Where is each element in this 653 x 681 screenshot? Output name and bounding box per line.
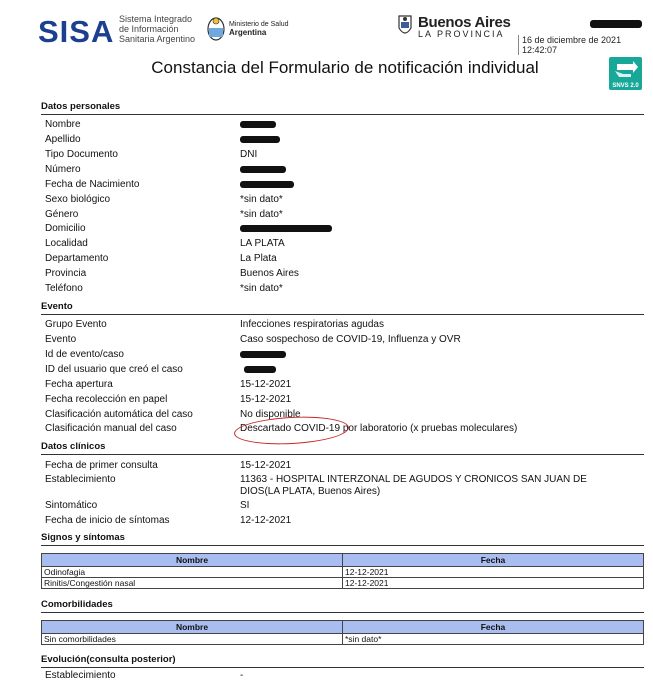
label-domicilio: Domicilio [45, 223, 86, 234]
ministerio-label [229, 21, 289, 37]
redacted-domicilio [240, 225, 332, 232]
value-sexo: *sin dato* [240, 194, 283, 205]
section-datos-personales: Datos personales [41, 101, 644, 115]
label-genero: Género [45, 209, 79, 220]
buenos-aires-subtitle: LA PROVINCIA [418, 29, 505, 39]
label-clasificacion-automatica: Clasificación automática del caso [45, 409, 193, 420]
cell-nombre: Sin comorbilidades [42, 634, 343, 645]
argentina-shield-icon [206, 15, 226, 41]
redacted-nombre [240, 121, 276, 128]
cell-fecha: *sin dato* [343, 634, 644, 645]
label-tipo-documento: Tipo Documento [45, 149, 118, 160]
ministerio-line1: Ministerio de Salud [229, 21, 289, 28]
cell-fecha: 12-12-2021 [343, 578, 644, 589]
comorbilidades-table [41, 620, 644, 645]
ministerio-line2: Argentina [229, 28, 267, 37]
label-evento: Evento [45, 334, 77, 345]
value-establecimiento-line2: DIOS(LA PLATA, Buenos Aires) [240, 486, 381, 497]
cell-nombre: Rinitis/Congestión nasal [42, 578, 343, 589]
snvs-badge [609, 57, 642, 90]
sisa-subtitle [119, 14, 195, 44]
value-fecha-apertura: 15-12-2021 [240, 379, 292, 390]
sisa-subtitle-line: Sistema Integrado [119, 14, 193, 24]
label-numero: Número [45, 164, 81, 175]
redacted-numero [240, 166, 286, 173]
label-sintomatico: Sintomático [45, 500, 98, 511]
value-departamento: La Plata [240, 253, 277, 264]
label-evolucion-establecimiento: Establecimiento [45, 670, 116, 681]
label-departamento: Departamento [45, 253, 109, 264]
label-grupo-evento: Grupo Evento [45, 319, 107, 330]
redacted-fecha-nacimiento [240, 181, 294, 188]
table-row [42, 634, 644, 645]
label-fecha-primer-consulta: Fecha de primer consulta [45, 460, 158, 471]
value-clasificacion-automatica: No disponible [240, 409, 301, 420]
value-clasificacion-manual: Descartado COVID-19 por laboratorio (x pruebas moleculares) [240, 423, 518, 434]
value-grupo-evento: Infecciones respiratorias agudas [240, 319, 384, 330]
redacted-id-evento [240, 351, 286, 358]
section-comorbilidades: Comorbilidades [41, 599, 644, 613]
redacted-apellido [240, 136, 280, 143]
label-fecha-recoleccion: Fecha recolección en papel [45, 394, 168, 405]
section-evolucion: Evolución(consulta posterior) [41, 654, 644, 668]
sisa-subtitle-line: de Información [119, 24, 179, 34]
snvs-arrows-icon [609, 57, 642, 81]
value-evento: Caso sospechoso de COVID-19, Influenza y OVR [240, 334, 461, 345]
section-evento: Evento [41, 301, 644, 315]
label-apellido: Apellido [45, 134, 81, 145]
buenos-aires-shield-icon [397, 14, 413, 38]
label-fecha-apertura: Fecha apertura [45, 379, 113, 390]
cell-nombre: Odinofagia [42, 567, 343, 578]
value-establecimiento: 11363 - HOSPITAL INTERZONAL DE AGUDOS Y CRONICOS SAN JUAN DE [240, 474, 587, 485]
label-sexo: Sexo biológico [45, 194, 111, 205]
value-telefono: *sin dato* [240, 283, 283, 294]
value-provincia: Buenos Aires [240, 268, 299, 279]
label-localidad: Localidad [45, 238, 88, 249]
value-localidad: LA PLATA [240, 238, 285, 249]
label-provincia: Provincia [45, 268, 87, 279]
table-row [42, 567, 644, 578]
redacted-id-usuario [244, 366, 276, 373]
label-clasificacion-manual: Clasificación manual del caso [45, 423, 177, 434]
cell-fecha: 12-12-2021 [343, 567, 644, 578]
value-evolucion-establecimiento: - [240, 670, 244, 681]
col-nombre: Nombre [42, 554, 343, 567]
label-nombre: Nombre [45, 119, 81, 130]
value-fecha-recoleccion: 15-12-2021 [240, 394, 292, 405]
signos-table [41, 553, 644, 589]
table-row [42, 578, 644, 589]
label-id-usuario: ID del usuario que creó el caso [45, 364, 183, 375]
label-fecha-inicio-sintomas: Fecha de inicio de síntomas [45, 515, 170, 526]
label-id-evento: Id de evento/caso [45, 349, 124, 360]
snvs-label: SNVS 2.0 [612, 83, 639, 89]
value-fecha-primer-consulta: 15-12-2021 [240, 460, 292, 471]
label-establecimiento: Establecimiento [45, 474, 116, 485]
print-datetime: 16 de diciembre de 2021 12:42:07 [518, 35, 653, 55]
value-genero: *sin dato* [240, 209, 283, 220]
label-telefono: Teléfono [45, 283, 83, 294]
value-sintomatico: SI [240, 500, 250, 511]
col-fecha: Fecha [343, 554, 644, 567]
section-signos-sintomas: Signos y síntomas [41, 532, 644, 546]
buenos-aires-title: Buenos Aires [418, 14, 511, 31]
sisa-subtitle-line: Sanitaria Argentino [119, 34, 196, 44]
value-fecha-inicio-sintomas: 12-12-2021 [240, 515, 292, 526]
col-nombre: Nombre [42, 621, 343, 634]
col-fecha: Fecha [343, 621, 644, 634]
value-tipo-documento: DNI [240, 149, 258, 160]
page-title: Constancia del Formulario de notificación individual [151, 58, 539, 77]
section-datos-clinicos: Datos clínicos [41, 441, 644, 455]
redacted-user [590, 20, 642, 28]
sisa-logo: SISA [38, 14, 115, 49]
label-fecha-nacimiento: Fecha de Nacimiento [45, 179, 140, 190]
